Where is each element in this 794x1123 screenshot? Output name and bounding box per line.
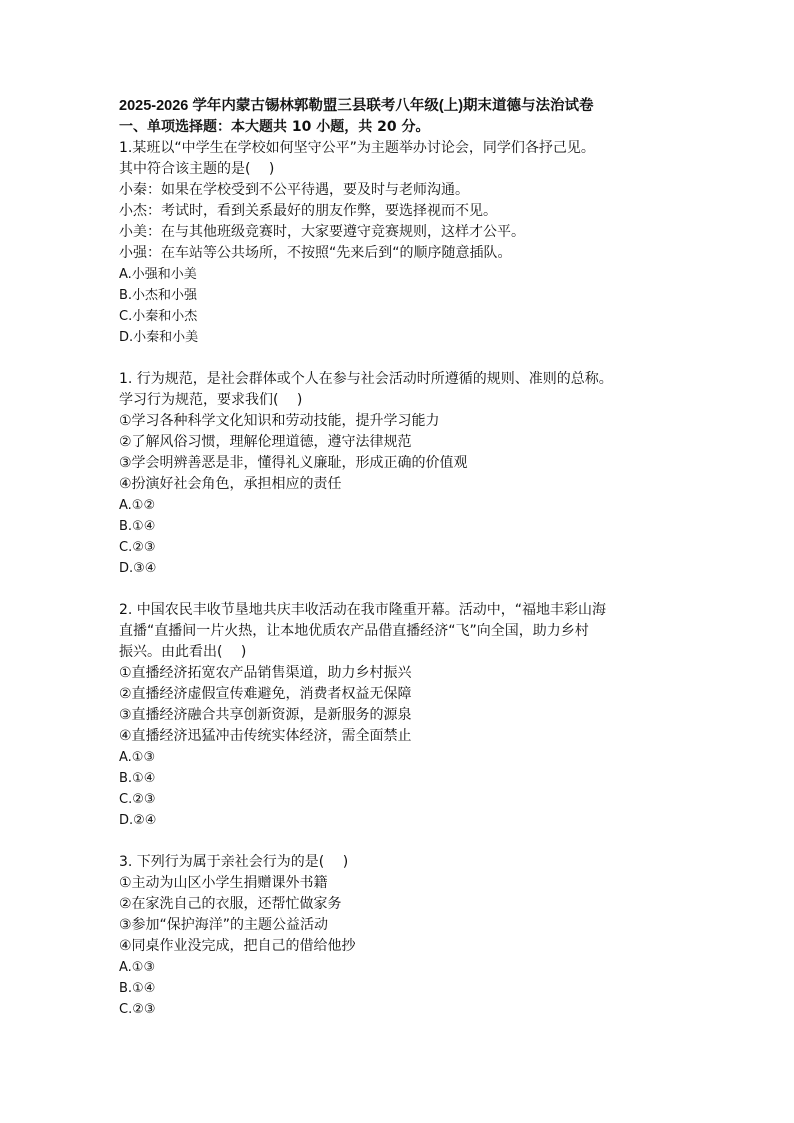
- question-line: ③直播经济融合共享创新资源，是新服务的源泉: [119, 707, 412, 723]
- section-heading: 一、单项选择题：本大题共 10 小题，共 20 分。: [119, 119, 430, 135]
- document-content: [119, 96, 699, 1020]
- question-line: ①主动为山区小学生捐赠课外书籍: [119, 875, 328, 891]
- answer-option: D.②④: [119, 813, 157, 828]
- question-line: ④同桌作业没完成，把自己的借给他抄: [119, 938, 356, 954]
- question-block: [119, 369, 699, 579]
- question-line: 小杰：考试时，看到关系最好的朋友作弊，要选择视而不见。: [119, 203, 497, 219]
- question-line: 小强：在车站等公共场所，不按照“先来后到“的顺序随意插队。: [119, 245, 512, 261]
- question-stem: 2. 中国农民丰收节垦地共庆丰收活动在我市隆重开幕。活动中，“福地丰彩山海: [119, 602, 607, 618]
- answer-option: D.小秦和小美: [119, 330, 199, 345]
- question-line: ④直播经济迅猛冲击传统实体经济，需全面禁止: [119, 728, 412, 744]
- question-line: 小秦：如果在学校受到不公平待遇，要及时与老师沟通。: [119, 182, 469, 198]
- question-line: ④扮演好社会角色，承担相应的责任: [119, 476, 342, 492]
- question-line: 其中符合该主题的是( ): [119, 161, 275, 177]
- answer-option: C.②③: [119, 540, 156, 555]
- answer-option: A.①③: [119, 750, 156, 765]
- question-block: [119, 600, 699, 831]
- answer-option: A.①②: [119, 498, 156, 513]
- question-line: ②直播经济虚假宣传难避免，消费者权益无保障: [119, 686, 412, 702]
- answer-option: D.③④: [119, 561, 157, 576]
- question-list: [119, 138, 699, 1020]
- question-block: [119, 852, 699, 1020]
- exam-title: 2025-2026 学年内蒙古锡林郭勒盟三县联考八年级(上)期末道德与法治试卷: [119, 98, 594, 114]
- question-line: ③参加“保护海洋”的主题公益活动: [119, 917, 329, 933]
- question-line: 振兴。由此看出( ): [119, 644, 247, 660]
- question-block: [119, 138, 699, 348]
- question-stem: 1. 行为规范，是社会群体或个人在参与社会活动时所遵循的规则、准则的总称。: [119, 371, 613, 387]
- question-stem: 3. 下列行为属于亲社会行为的是( ): [119, 854, 349, 870]
- question-stem: 1.某班以“中学生在学校如何坚守公平”为主题举办讨论会，同学们各抒己见。: [119, 140, 595, 156]
- question-line: ②在家洗自己的衣服，还帮忙做家务: [119, 896, 342, 912]
- question-line: 直播“直播间一片火热，让本地优质农产品借直播经济“飞”向全国，助力乡村: [119, 623, 589, 639]
- question-line: 小美：在与其他班级竞赛时，大家要遵守竞赛规则，这样才公平。: [119, 224, 525, 240]
- question-line: ②了解风俗习惯，理解伦理道德，遵守法律规范: [119, 434, 412, 450]
- question-line: ③学会明辨善恶是非，懂得礼义廉耻，形成正确的价值观: [119, 455, 468, 471]
- answer-option: C.小秦和小杰: [119, 309, 198, 324]
- answer-option: B.①④: [119, 519, 156, 534]
- answer-option: B.①④: [119, 771, 156, 786]
- answer-option: B.①④: [119, 981, 156, 996]
- answer-option: C.②③: [119, 792, 156, 807]
- question-line: ①学习各种科学文化知识和劳动技能，提升学习能力: [119, 413, 440, 429]
- answer-option: C.②③: [119, 1002, 156, 1017]
- question-line: 学习行为规范，要求我们( ): [119, 392, 303, 408]
- answer-option: B.小杰和小强: [119, 288, 198, 303]
- answer-option: A.①③: [119, 960, 156, 975]
- question-line: ①直播经济拓宽农产品销售渠道，助力乡村振兴: [119, 665, 412, 681]
- answer-option: A.小强和小美: [119, 267, 197, 282]
